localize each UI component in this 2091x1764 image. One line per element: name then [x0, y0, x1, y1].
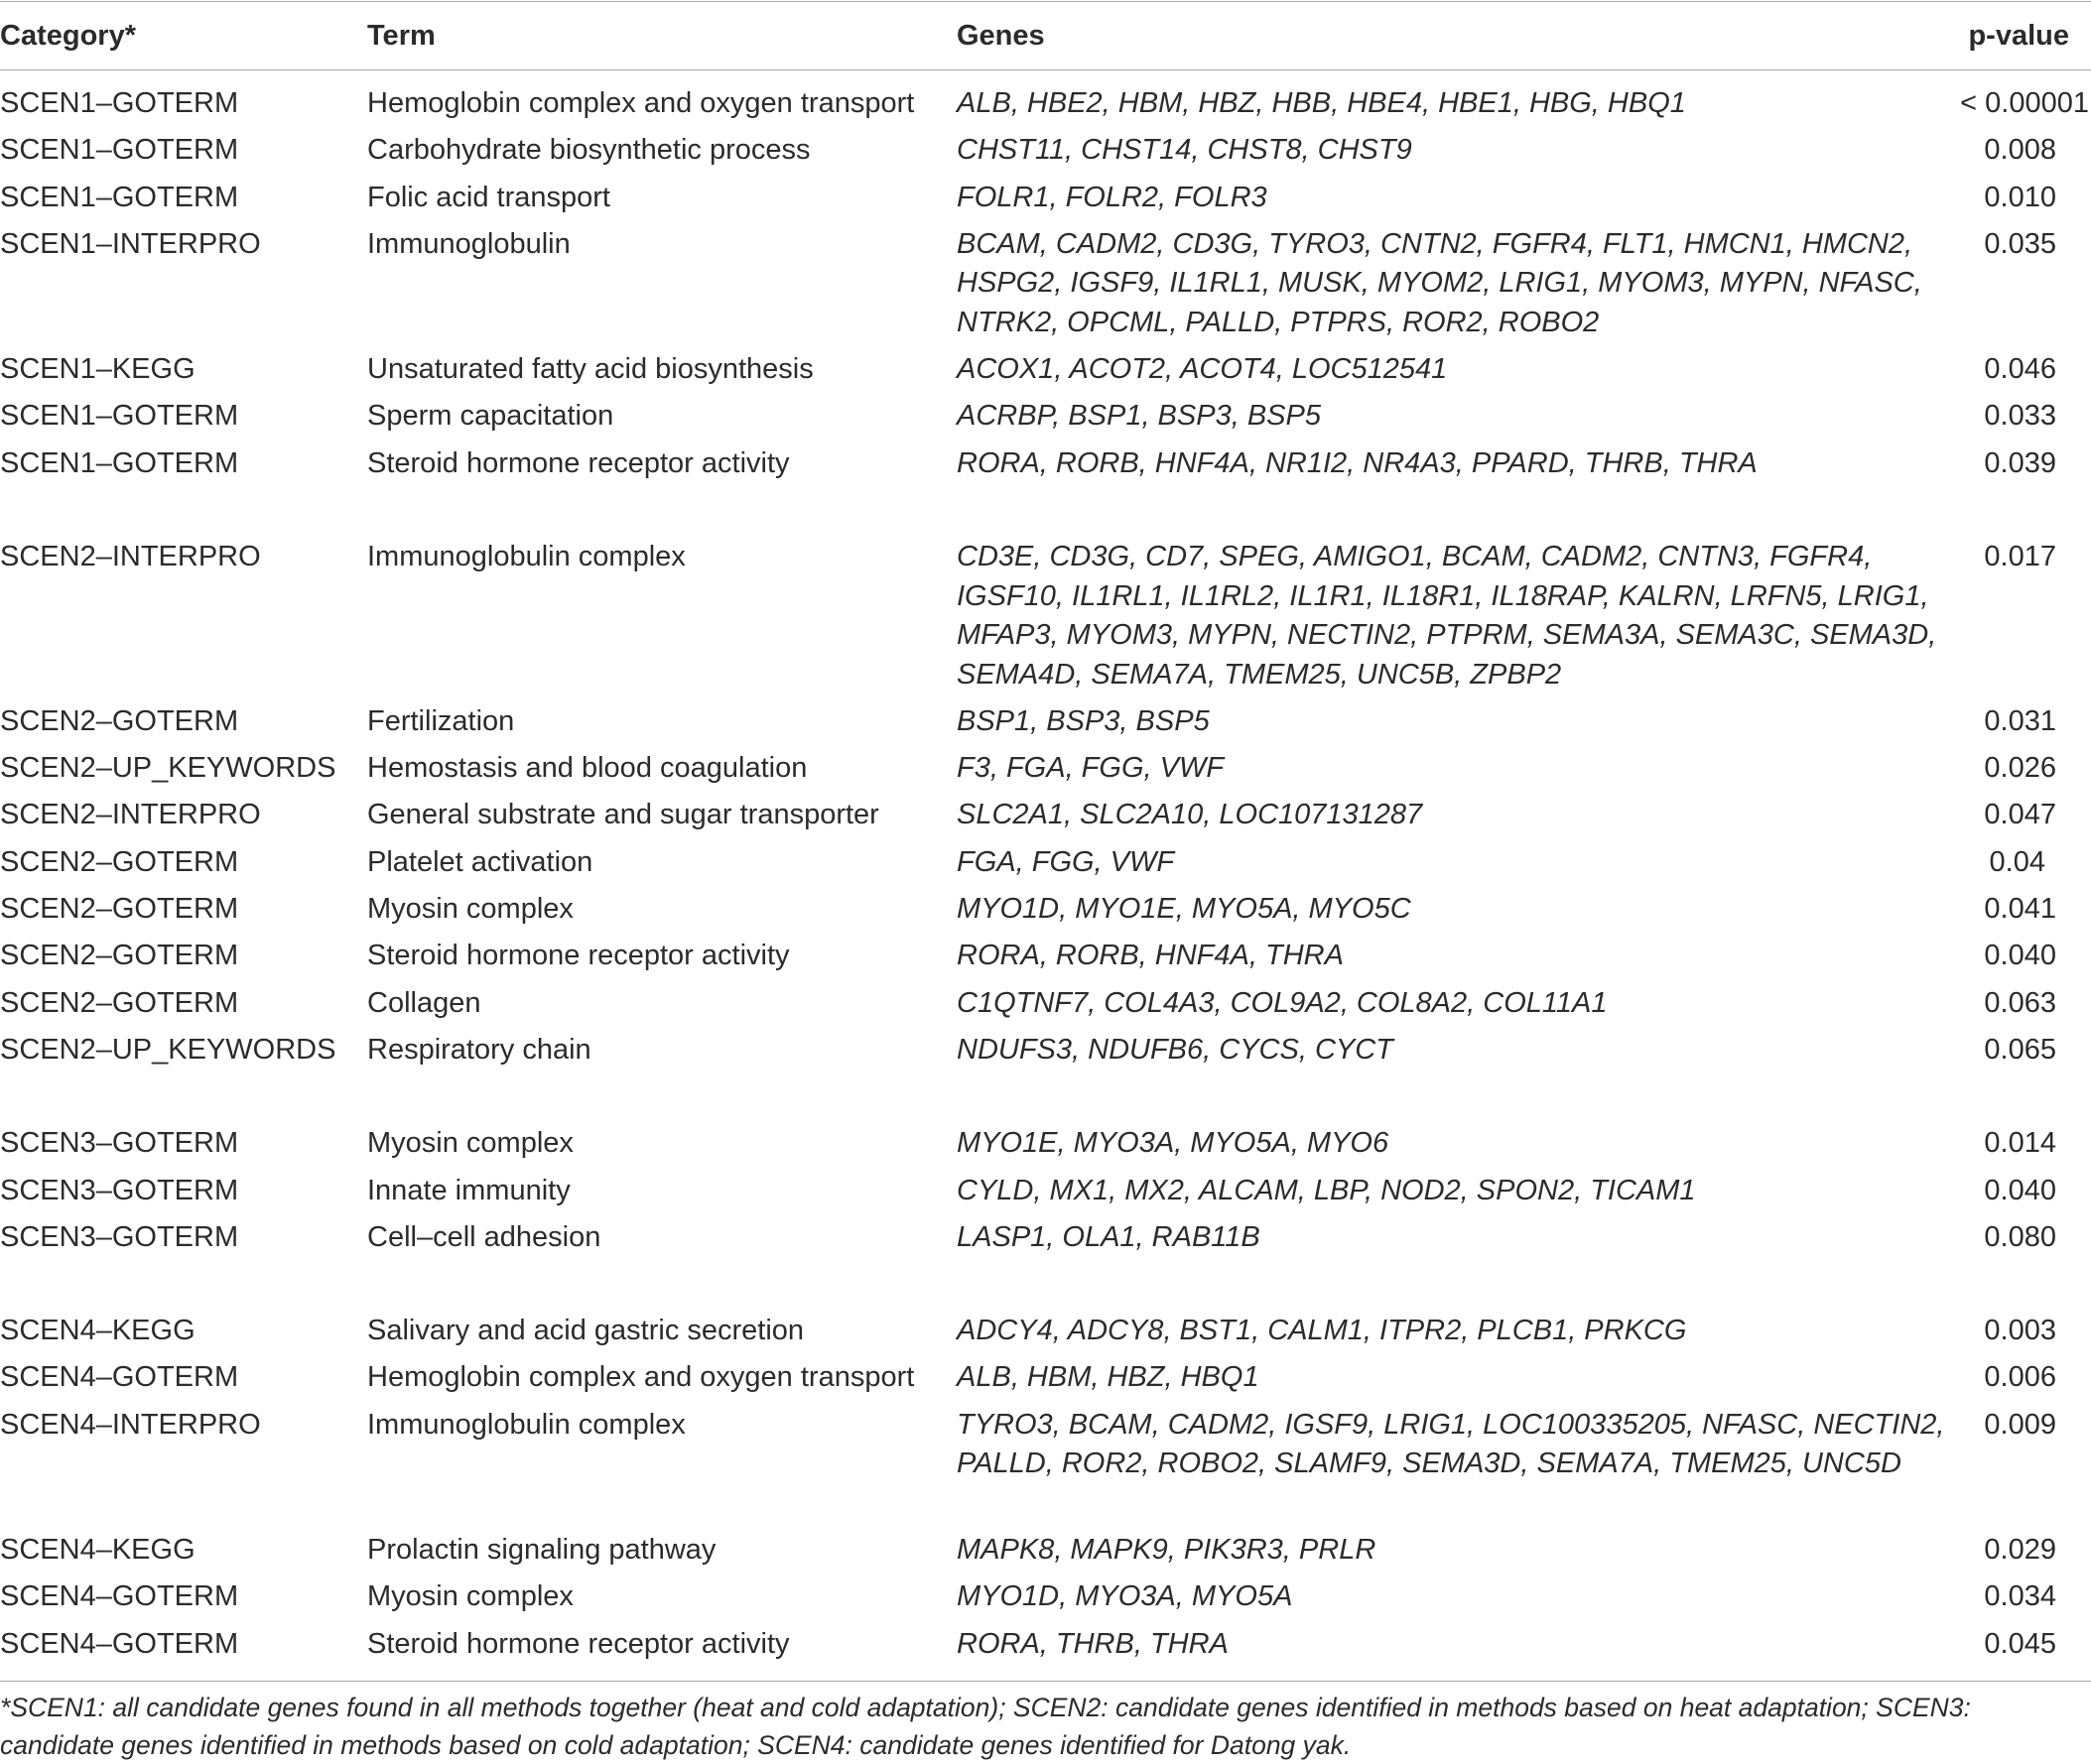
row-pvalue: 0.026	[1984, 752, 2056, 785]
row-term: Unsaturated fatty acid biosynthesis	[367, 353, 814, 386]
row-pvalue: < 0.00001	[1960, 87, 2089, 119]
row-term: Hemostasis and blood coagulation	[367, 752, 808, 785]
table-row	[0, 702, 2091, 749]
table-top-rule	[0, 1, 2091, 2]
row-genes: BCAM, CADM2, CD3G, TYRO3, CNTN2, FGFR4, FLT1, HMCN1, HMCN2, HSPG2, IGSF9, IL1RL1, MUSK, MYOM2, LRIG1, MYOM3, MYPN, NFASC, NTRK2, OPCML, PALLD, PTPRS, ROR2, ROBO2	[957, 227, 1922, 338]
table-row	[0, 84, 2091, 131]
row-term: Steroid hormone receptor activity	[367, 446, 790, 479]
row-pvalue: 0.003	[1984, 1315, 2056, 1347]
row-category: SCEN3–GOTERM	[0, 1127, 239, 1160]
header-pvalue: p-value	[1968, 20, 2069, 52]
row-category: SCEN4–KEGG	[0, 1534, 196, 1567]
row-term: Collagen	[367, 986, 481, 1019]
row-term: Sperm capacitation	[367, 400, 614, 433]
row-category: SCEN3–GOTERM	[0, 1220, 239, 1253]
table-row	[0, 1312, 2091, 1358]
header-genes: Genes	[957, 20, 1045, 52]
row-category: SCEN2–INTERPRO	[0, 799, 261, 831]
row-pvalue: 0.010	[1984, 181, 2056, 213]
table-row	[0, 131, 2091, 178]
table-body	[0, 84, 2091, 1672]
table-row	[0, 350, 2091, 397]
table-row	[0, 1406, 2091, 1531]
table-header-rule	[0, 69, 2091, 70]
row-pvalue: 0.017	[1984, 541, 2056, 573]
row-genes: MYO1E, MYO3A, MYO5A, MYO6	[957, 1127, 1389, 1160]
table-row	[0, 937, 2091, 983]
table-row	[0, 843, 2091, 890]
row-category: SCEN2–GOTERM	[0, 893, 239, 926]
row-genes: ADCY4, ADCY8, BST1, CALM1, ITPR2, PLCB1, PRKCG	[957, 1315, 1687, 1347]
row-pvalue: 0.040	[1984, 1174, 2056, 1206]
table-row	[0, 890, 2091, 937]
row-category: SCEN2–GOTERM	[0, 845, 239, 878]
row-genes: RORA, RORB, HNF4A, NR1I2, NR4A3, PPARD, THRB, THRA	[957, 446, 1758, 479]
table-row	[0, 225, 2091, 350]
row-pvalue: 0.065	[1984, 1033, 2056, 1066]
table-row	[0, 1031, 2091, 1077]
row-term: Prolactin signaling pathway	[367, 1534, 717, 1567]
row-category: SCEN3–GOTERM	[0, 1174, 239, 1206]
row-pvalue: 0.031	[1984, 704, 2056, 737]
row-term: General substrate and sugar transporter	[367, 799, 879, 831]
table-row	[0, 444, 2091, 491]
header-term: Term	[367, 20, 436, 52]
row-category: SCEN1–INTERPRO	[0, 227, 261, 260]
row-pvalue: 0.034	[1984, 1580, 2056, 1613]
row-term: Fertilization	[367, 704, 515, 737]
row-category: SCEN1–GOTERM	[0, 181, 239, 213]
row-genes: LASP1, OLA1, RAB11B	[957, 1220, 1260, 1253]
row-genes: MAPK8, MAPK9, PIK3R3, PRLR	[957, 1534, 1376, 1567]
row-pvalue: 0.009	[1984, 1408, 2056, 1441]
row-category: SCEN1–GOTERM	[0, 400, 239, 433]
table-footnote: *SCEN1: all candidate genes found in all methods together (heat and cold adaptation); SCEN2: candidate genes identified in methods based on heat adaptation; SCEN3: candidate genes identified in methods based on cold adaptation; SCEN4: candidate genes identified for Datong yak.	[0, 1693, 1971, 1760]
row-pvalue: 0.04	[1989, 845, 2045, 878]
row-category: SCEN4–GOTERM	[0, 1361, 239, 1394]
row-category: SCEN1–GOTERM	[0, 446, 239, 479]
row-genes: BSP1, BSP3, BSP5	[957, 704, 1210, 737]
row-term: Respiratory chain	[367, 1033, 591, 1066]
row-pvalue: 0.080	[1984, 1220, 2056, 1253]
table-row	[0, 397, 2091, 443]
row-category: SCEN2–GOTERM	[0, 986, 239, 1019]
row-term: Immunoglobulin	[367, 227, 571, 260]
row-pvalue: 0.045	[1984, 1627, 2056, 1660]
row-genes: MYO1D, MYO3A, MYO5A	[957, 1580, 1293, 1613]
row-term: Innate immunity	[367, 1174, 571, 1206]
row-term: Hemoglobin complex and oxygen transport	[367, 1361, 915, 1394]
row-category: SCEN4–GOTERM	[0, 1580, 239, 1613]
row-genes: SLC2A1, SLC2A10, LOC107131287	[957, 799, 1423, 831]
row-pvalue: 0.035	[1984, 227, 2056, 260]
row-category: SCEN2–GOTERM	[0, 940, 239, 972]
row-genes: C1QTNF7, COL4A3, COL9A2, COL8A2, COL11A1	[957, 986, 1608, 1019]
row-category: SCEN4–KEGG	[0, 1315, 196, 1347]
row-term: Myosin complex	[367, 893, 574, 926]
table-row	[0, 796, 2091, 842]
row-pvalue: 0.047	[1984, 799, 2056, 831]
row-pvalue: 0.046	[1984, 353, 2056, 386]
row-category: SCEN2–UP_KEYWORDS	[0, 752, 336, 785]
row-pvalue: 0.033	[1984, 400, 2056, 433]
row-pvalue: 0.039	[1984, 446, 2056, 479]
row-term: Hemoglobin complex and oxygen transport	[367, 87, 915, 119]
row-pvalue: 0.063	[1984, 986, 2056, 1019]
header-category: Category*	[0, 20, 136, 52]
row-pvalue: 0.041	[1984, 893, 2056, 926]
table-row	[0, 179, 2091, 225]
row-category: SCEN2–INTERPRO	[0, 541, 261, 573]
row-term: Steroid hormone receptor activity	[367, 940, 790, 972]
row-category: SCEN1–GOTERM	[0, 134, 239, 167]
row-term: Platelet activation	[367, 845, 593, 878]
table-row	[0, 1577, 2091, 1624]
row-pvalue: 0.008	[1984, 134, 2056, 167]
row-pvalue: 0.006	[1984, 1361, 2056, 1394]
row-term: Immunoglobulin complex	[367, 1408, 686, 1441]
row-term: Steroid hormone receptor activity	[367, 1627, 790, 1660]
row-genes: MYO1D, MYO1E, MYO5A, MYO5C	[957, 893, 1411, 926]
table-row	[0, 1218, 2091, 1265]
row-term: Carbohydrate biosynthetic process	[367, 134, 811, 167]
row-category: SCEN4–INTERPRO	[0, 1408, 261, 1441]
row-category: SCEN4–GOTERM	[0, 1627, 239, 1660]
row-genes: F3, FGA, FGG, VWF	[957, 752, 1225, 785]
table-row	[0, 1625, 2091, 1672]
table-row	[0, 1172, 2091, 1218]
row-category: SCEN1–GOTERM	[0, 87, 239, 119]
row-genes: CHST11, CHST14, CHST8, CHST9	[957, 134, 1412, 167]
row-genes: ALB, HBM, HBZ, HBQ1	[957, 1361, 1259, 1394]
row-term: Folic acid transport	[367, 181, 610, 213]
row-genes: TYRO3, BCAM, CADM2, IGSF9, LRIG1, LOC100335205, NFASC, NECTIN2, PALLD, ROR2, ROBO2, SLAMF9, SEMA3D, SEMA7A, TMEM25, UNC5D	[957, 1408, 1945, 1480]
table-row	[0, 1124, 2091, 1171]
row-genes: ACRBP, BSP1, BSP3, BSP5	[957, 400, 1321, 433]
row-term: Cell–cell adhesion	[367, 1220, 601, 1253]
table-row	[0, 1358, 2091, 1405]
row-genes: FGA, FGG, VWF	[957, 845, 1175, 878]
row-pvalue: 0.014	[1984, 1127, 2056, 1160]
row-genes: CD3E, CD3G, CD7, SPEG, AMIGO1, BCAM, CADM2, CNTN3, FGFR4, IGSF10, IL1RL1, IL1RL2, IL1R1, IL18R1, IL18RAP, KALRN, LRFN5, LRIG1, MFAP3, MYOM3, MYPN, NECTIN2, PTPRM, SEMA3A, SEMA3C, SEMA3D, SEMA4D, SEMA7A, TMEM25, UNC5B, ZPBP2	[957, 541, 1937, 691]
row-category: SCEN1–KEGG	[0, 353, 196, 386]
table-row	[0, 984, 2091, 1031]
row-genes: NDUFS3, NDUFB6, CYCS, CYCT	[957, 1033, 1393, 1066]
row-term: Myosin complex	[367, 1580, 574, 1613]
row-pvalue: 0.040	[1984, 940, 2056, 972]
row-pvalue: 0.029	[1984, 1534, 2056, 1567]
table-row	[0, 538, 2091, 702]
row-term: Salivary and acid gastric secretion	[367, 1315, 805, 1347]
row-genes: ACOX1, ACOT2, ACOT4, LOC512541	[957, 353, 1448, 386]
row-genes: ALB, HBE2, HBM, HBZ, HBB, HBE4, HBE1, HBG, HBQ1	[957, 87, 1686, 119]
row-term: Immunoglobulin complex	[367, 541, 686, 573]
table-header-row	[0, 14, 2091, 58]
row-genes: RORA, THRB, THRA	[957, 1627, 1229, 1660]
table-row	[0, 1531, 2091, 1577]
row-term: Myosin complex	[367, 1127, 574, 1160]
row-category: SCEN2–UP_KEYWORDS	[0, 1033, 336, 1066]
table-bottom-rule	[0, 1681, 2091, 1682]
row-genes: FOLR1, FOLR2, FOLR3	[957, 181, 1267, 213]
row-genes: RORA, RORB, HNF4A, THRA	[957, 940, 1344, 972]
table-row	[0, 749, 2091, 796]
row-category: SCEN2–GOTERM	[0, 704, 239, 737]
row-genes: CYLD, MX1, MX2, ALCAM, LBP, NOD2, SPON2, TICAM1	[957, 1174, 1696, 1206]
